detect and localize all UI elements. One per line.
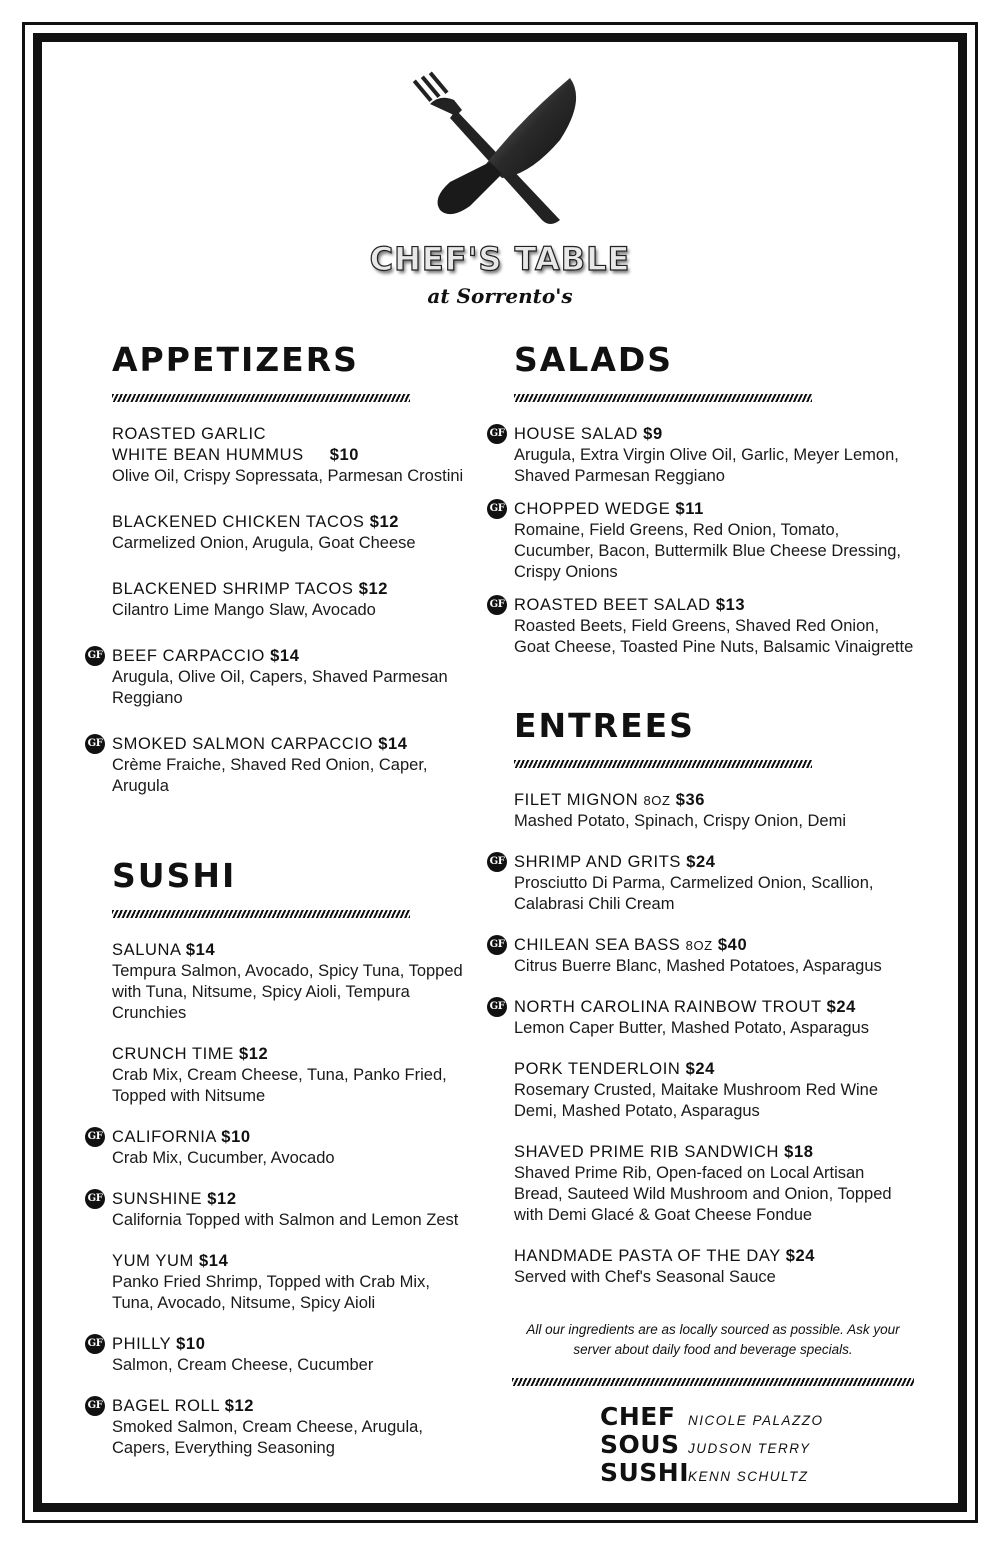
gluten-free-badge: GF — [487, 852, 507, 872]
sushi-section — [87, 856, 472, 1459]
item-name-line — [514, 595, 914, 616]
item-description: Olive Oil, Crispy Sopressata, Parmesan Crostini — [112, 467, 464, 485]
menu-item — [514, 1142, 914, 1226]
item-name: HOUSE SALAD — [514, 425, 638, 443]
staff-list — [600, 1402, 824, 1486]
section-rule — [112, 394, 410, 402]
item-name: PHILLY — [112, 1335, 171, 1353]
menu-item — [489, 424, 914, 487]
gluten-free-badge: GF — [487, 424, 507, 444]
item-name: PORK TENDERLOIN — [514, 1060, 681, 1078]
menu-item — [87, 1396, 472, 1459]
menu-item — [112, 1251, 472, 1314]
restaurant-subtitle: at Sorrento's — [427, 284, 573, 308]
crossed-fork-knife-icon — [410, 70, 590, 230]
section-heading: APPETIZERS — [112, 340, 359, 379]
item-name-line — [112, 1127, 472, 1148]
item-price: $14 — [185, 941, 216, 959]
item-name: CHILEAN SEA BASS — [514, 936, 681, 954]
menu-item — [87, 734, 472, 797]
staff-role: SOUS — [600, 1430, 680, 1459]
menu-item — [87, 1127, 472, 1169]
item-price: $10 — [176, 1335, 206, 1353]
staff-name: KENN SCHULTZ — [688, 1469, 809, 1484]
section-rule — [514, 394, 812, 402]
menu-item — [112, 579, 472, 621]
item-description: Shaved Prime Rib, Open-faced on Local Artisan Bread, Sauteed Wild Mushroom and Onion, Topped with Demi Glacé & Goat Cheese Fondue — [514, 1164, 892, 1224]
item-price: $14 — [378, 735, 408, 753]
item-name-line — [112, 646, 472, 667]
item-price: $11 — [675, 500, 704, 518]
item-name-line — [112, 1251, 472, 1272]
item-name: SHRIMP AND GRITS — [514, 853, 681, 871]
entrees-list — [489, 790, 914, 1288]
item-name: BEEF CARPACCIO — [112, 647, 265, 665]
item-name: SALUNA — [112, 941, 181, 959]
item-name-line — [112, 1396, 472, 1417]
item-description: Crab Mix, Cream Cheese, Tuna, Panko Fried, Topped with Nitsume — [112, 1066, 447, 1105]
gluten-free-badge: GF — [487, 595, 507, 615]
gluten-free-badge: GF — [487, 997, 507, 1017]
item-name-line — [112, 940, 472, 961]
item-description: Roasted Beets, Field Greens, Shaved Red Onion, Goat Cheese, Toasted Pine Nuts, Balsamic Vinaigrette — [514, 617, 914, 656]
section-heading: ENTREES — [514, 706, 695, 745]
item-description: Rosemary Crusted, Maitake Mushroom Red Wine Demi, Mashed Potato, Asparagus — [514, 1081, 879, 1120]
item-description: Mashed Potato, Spinach, Crispy Onion, Demi — [514, 812, 846, 830]
item-name-line — [514, 790, 914, 811]
item-description: Prosciutto Di Parma, Carmelized Onion, Scallion, Calabrasi Chili Cream — [514, 874, 874, 913]
item-name: FILET MIGNON — [514, 791, 639, 809]
restaurant-title: CHEF'S TABLE — [369, 240, 631, 278]
menu-item — [87, 1189, 472, 1231]
menu-item — [489, 499, 914, 583]
item-name-line — [514, 935, 914, 956]
item-description: Cilantro Lime Mango Slaw, Avocado — [112, 601, 376, 619]
staff-row — [600, 1458, 824, 1486]
item-description: Panko Fried Shrimp, Topped with Crab Mix, Tuna, Avocado, Nitsume, Spicy Aioli — [112, 1273, 430, 1312]
item-name: BLACKENED SHRIMP TACOS — [112, 580, 354, 598]
item-name: ROASTED GARLIC — [112, 425, 267, 443]
menu-item — [87, 1334, 472, 1376]
item-description: Lemon Caper Butter, Mashed Potato, Asparagus — [514, 1019, 869, 1037]
item-name-line — [112, 512, 472, 533]
gluten-free-badge: GF — [85, 1396, 105, 1416]
knife-icon — [438, 78, 577, 214]
item-name: NORTH CAROLINA RAINBOW TROUT — [514, 998, 822, 1016]
section-rule — [112, 910, 410, 918]
item-name: SUNSHINE — [112, 1190, 203, 1208]
gluten-free-badge: GF — [487, 935, 507, 955]
item-description: California Topped with Salmon and Lemon Zest — [112, 1211, 459, 1229]
item-description: Salmon, Cream Cheese, Cucumber — [112, 1356, 374, 1374]
item-price: $36 — [675, 791, 706, 809]
menu-item — [489, 852, 914, 915]
item-price: $12 — [238, 1045, 269, 1063]
item-name: BLACKENED CHICKEN TACOS — [112, 513, 365, 531]
staff-name: JUDSON TERRY — [688, 1441, 811, 1456]
item-size: 8OZ — [685, 938, 713, 953]
item-size: 8OZ — [643, 793, 671, 808]
logo — [330, 70, 670, 320]
gluten-free-badge: GF — [85, 1127, 105, 1147]
item-name: BAGEL ROLL — [112, 1397, 220, 1415]
item-price: $12 — [358, 580, 389, 598]
item-price: $18 — [784, 1143, 814, 1161]
item-name-line — [514, 997, 914, 1018]
item-price: $10 — [221, 1128, 251, 1146]
item-price: $12 — [207, 1190, 237, 1208]
item-name: YUM YUM — [112, 1252, 194, 1270]
item-description: Served with Chef's Seasonal Sauce — [514, 1268, 776, 1286]
menu-item — [489, 935, 914, 977]
item-name: ROASTED BEET SALAD — [514, 596, 711, 614]
item-name: CRUNCH TIME — [112, 1045, 234, 1063]
gluten-free-badge: GF — [85, 646, 105, 666]
staff-row — [600, 1402, 824, 1430]
item-price: $40 — [717, 936, 748, 954]
menu-item — [514, 1059, 914, 1122]
item-name: SHAVED PRIME RIB SANDWICH — [514, 1143, 779, 1161]
item-name-line — [112, 734, 472, 755]
menu-item — [489, 595, 914, 658]
item-name: CALIFORNIA — [112, 1128, 217, 1146]
gluten-free-badge: GF — [85, 734, 105, 754]
staff-name: NICOLE PALAZZO — [688, 1413, 824, 1428]
item-name-line — [514, 1059, 914, 1080]
sourcing-note: All our ingredients are as locally sourced as possible. Ask your server about daily food and beverage specials. — [526, 1322, 900, 1357]
item-description: Citrus Buerre Blanc, Mashed Potatoes, Asparagus — [514, 957, 882, 975]
menu-item — [112, 424, 472, 487]
item-description: Crème Fraiche, Shaved Red Onion, Caper, Arugula — [112, 756, 428, 795]
item-price: $24 — [785, 1247, 816, 1265]
item-name: HANDMADE PASTA OF THE DAY — [514, 1247, 781, 1265]
menu-item — [514, 1246, 914, 1288]
item-description: Carmelized Onion, Arugula, Goat Cheese — [112, 534, 416, 552]
gluten-free-badge: GF — [85, 1189, 105, 1209]
staff-row — [600, 1430, 824, 1458]
appetizers-section — [87, 340, 472, 797]
item-price: $12 — [224, 1397, 255, 1415]
menu-item — [87, 646, 472, 709]
item-price: $9 — [643, 425, 663, 443]
item-name-line — [112, 424, 472, 466]
salads-list — [489, 424, 914, 658]
item-name-line — [112, 579, 472, 600]
item-name-line — [514, 1246, 914, 1267]
item-name-line — [112, 1334, 472, 1355]
salads-section — [489, 340, 914, 658]
item-description: Smoked Salmon, Cream Cheese, Arugula, Capers, Everything Seasoning — [112, 1418, 423, 1457]
section-rule — [514, 760, 812, 768]
item-description: Arugula, Olive Oil, Capers, Shaved Parmesan Reggiano — [112, 668, 448, 707]
item-name-line — [514, 424, 914, 445]
sushi-list — [87, 940, 472, 1459]
item-description: Arugula, Extra Virgin Olive Oil, Garlic, Meyer Lemon, Shaved Parmesan Reggiano — [514, 446, 899, 485]
item-name: SMOKED SALMON CARPACCIO — [112, 735, 374, 753]
item-price: $14 — [270, 647, 300, 665]
item-price: $13 — [715, 596, 746, 614]
item-name-line — [112, 1189, 472, 1210]
menu-item — [112, 1044, 472, 1107]
item-price: $24 — [826, 998, 856, 1016]
appetizers-list — [87, 424, 472, 797]
item-description: Tempura Salmon, Avocado, Spicy Tuna, Topped with Tuna, Nitsume, Spicy Aioli, Tempura Crunchies — [112, 962, 463, 1022]
footer-rule — [512, 1378, 914, 1386]
menu-item — [514, 790, 914, 832]
staff-role: CHEF — [600, 1402, 676, 1431]
item-description: Romaine, Field Greens, Red Onion, Tomato, Cucumber, Bacon, Buttermilk Blue Cheese Dressing, Crispy Onions — [514, 521, 902, 581]
section-heading: SUSHI — [112, 856, 237, 895]
menu-item — [112, 940, 472, 1024]
gluten-free-badge: GF — [487, 499, 507, 519]
menu-item — [489, 997, 914, 1039]
item-price: $12 — [369, 513, 400, 531]
item-name-line — [514, 1142, 914, 1163]
gluten-free-badge: GF — [85, 1334, 105, 1354]
item-price: $24 — [685, 1060, 715, 1078]
item-price: $14 — [199, 1252, 229, 1270]
item-name-line — [514, 499, 914, 520]
item-name: CHOPPED WEDGE — [514, 500, 671, 518]
item-name-cont: WHITE BEAN HUMMUS — [112, 446, 304, 464]
item-price: $10 — [329, 446, 360, 464]
entrees-section — [489, 706, 914, 1288]
section-heading: SALADS — [514, 340, 674, 379]
item-price: $24 — [686, 853, 716, 871]
item-name-line — [112, 1044, 472, 1065]
item-description: Crab Mix, Cucumber, Avocado — [112, 1149, 335, 1167]
staff-role: SUSHI — [600, 1458, 690, 1487]
menu-item — [112, 512, 472, 554]
item-name-line — [514, 852, 914, 873]
